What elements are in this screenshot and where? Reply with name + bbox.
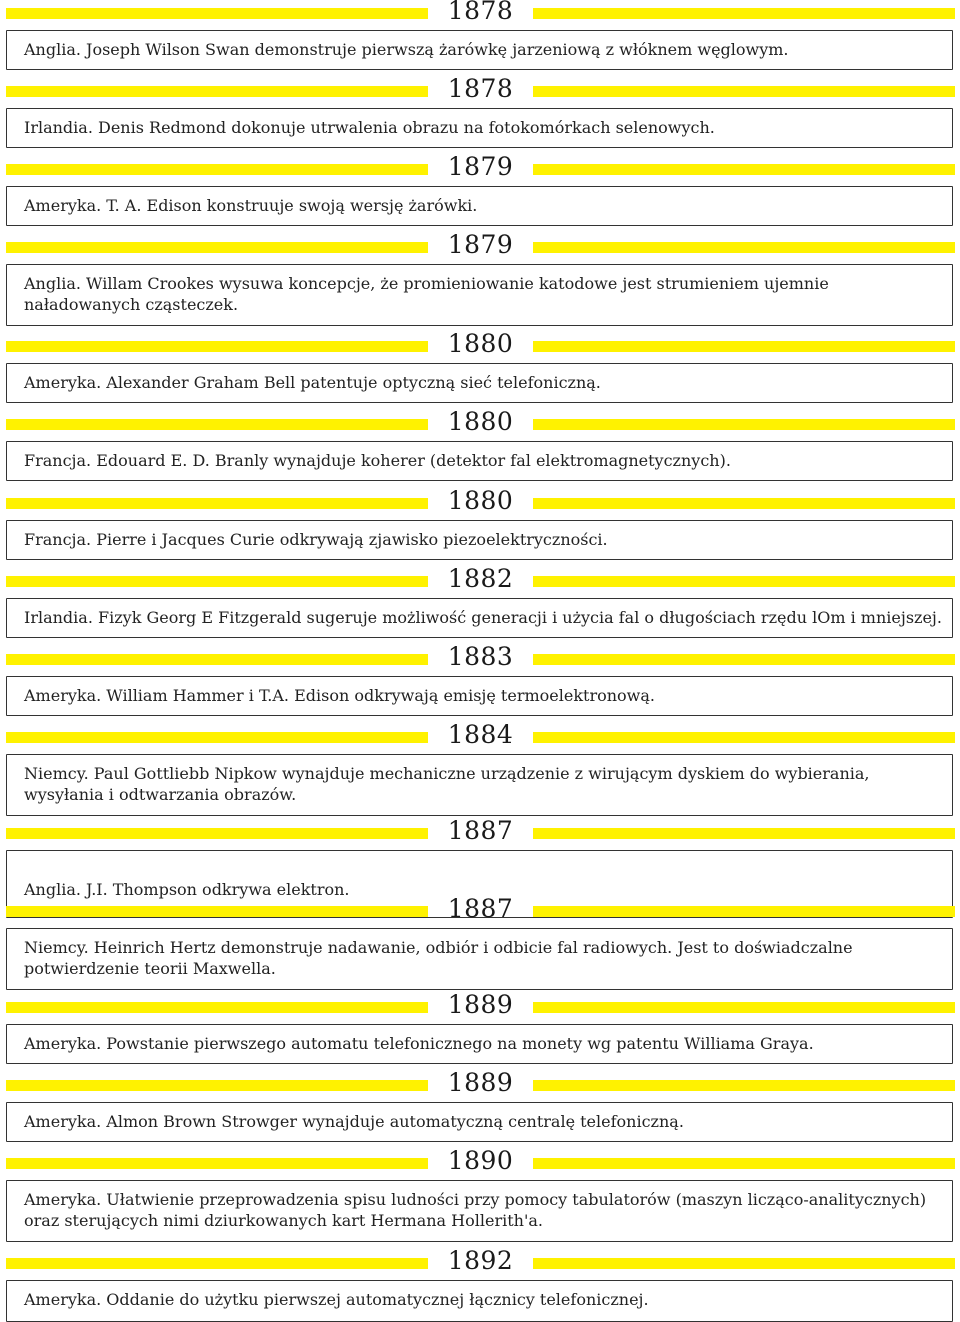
event-text: Ameryka. Powstanie pierwszego automatu telefonicznego na monety wg patentu Williama Graya. xyxy=(24,1034,814,1053)
year-label: 1880 xyxy=(447,329,514,358)
event-box xyxy=(6,264,953,326)
yellow-bar-right xyxy=(533,732,955,743)
year-header xyxy=(0,486,960,516)
year-label: 1878 xyxy=(447,74,514,103)
year-label: 1882 xyxy=(447,564,514,593)
event-text: Irlandia. Fizyk Georg E Fitzgerald sugeruje możliwość generacji i użycia fal o długościach rzędu lOm i mniejszej. xyxy=(24,608,942,627)
event-box xyxy=(6,441,953,481)
year-label: 1887 xyxy=(447,816,514,845)
event-text: Niemcy. Heinrich Hertz demonstruje nadawanie, odbiór i odbicie fal radiowych. Jest to doświadczalne potwierdzenie teorii Maxwella. xyxy=(24,938,853,978)
event-text: Francja. Pierre i Jacques Curie odkrywają zjawisko piezoelektryczności. xyxy=(24,530,608,549)
event-text: Anglia. Willam Crookes wysuwa koncepcje, że promieniowanie katodowe jest strumieniem ujemnie naładowanych cząsteczek. xyxy=(24,274,829,314)
yellow-bar-left xyxy=(6,498,428,509)
year-header xyxy=(0,74,960,104)
year-header xyxy=(0,329,960,359)
event-box xyxy=(6,108,953,148)
event-text: Ameryka. Oddanie do użytku pierwszej automatycznej łącznicy telefonicznej. xyxy=(24,1290,649,1309)
event-box xyxy=(6,1024,953,1064)
yellow-bar-right xyxy=(533,164,955,175)
year-label: 1883 xyxy=(447,642,514,671)
year-header xyxy=(0,407,960,437)
event-text: Francja. Edouard E. D. Branly wynajduje koherer (detektor fal elektromagnetycznych). xyxy=(24,451,731,470)
event-box xyxy=(6,520,953,560)
yellow-bar-right xyxy=(533,419,955,430)
year-label: 1880 xyxy=(447,407,514,436)
yellow-bar-left xyxy=(6,86,428,97)
year-header xyxy=(0,1068,960,1098)
event-box xyxy=(6,30,953,70)
yellow-bar-left xyxy=(6,8,428,19)
yellow-bar-right xyxy=(533,1258,955,1269)
yellow-bar-left xyxy=(6,419,428,430)
year-label: 1892 xyxy=(447,1246,514,1275)
event-box xyxy=(6,1280,953,1322)
yellow-bar-right xyxy=(533,1158,955,1169)
year-header xyxy=(0,816,960,846)
event-text: Ameryka. William Hammer i T.A. Edison odkrywają emisję termoelektronową. xyxy=(24,686,655,705)
year-label: 1884 xyxy=(447,720,514,749)
year-header xyxy=(0,990,960,1020)
event-box xyxy=(6,363,953,403)
event-box xyxy=(6,928,953,990)
year-label: 1889 xyxy=(447,1068,514,1097)
yellow-bar-left xyxy=(6,906,428,917)
year-label: 1878 xyxy=(447,0,514,25)
yellow-bar-left xyxy=(6,654,428,665)
event-text: Niemcy. Paul Gottliebb Nipkow wynajduje mechaniczne urządzenie z wirującym dyskiem do wybierania, wysyłania i odtwarzania obrazów. xyxy=(24,764,870,804)
year-header xyxy=(0,1146,960,1176)
yellow-bar-left xyxy=(6,1258,428,1269)
year-header xyxy=(0,894,960,924)
event-text: Anglia. Joseph Wilson Swan demonstruje pierwszą żarówkę jarzeniową z włóknem węglowym. xyxy=(24,40,789,59)
year-header xyxy=(0,1246,960,1276)
yellow-bar-right xyxy=(533,242,955,253)
event-box xyxy=(6,1102,953,1142)
yellow-bar-left xyxy=(6,732,428,743)
year-header xyxy=(0,152,960,182)
yellow-bar-right xyxy=(533,828,955,839)
event-text: Irlandia. Denis Redmond dokonuje utrwalenia obrazu na fotokomórkach selenowych. xyxy=(24,118,715,137)
yellow-bar-left xyxy=(6,164,428,175)
yellow-bar-right xyxy=(533,1002,955,1013)
yellow-bar-right xyxy=(533,1080,955,1091)
yellow-bar-right xyxy=(533,86,955,97)
year-header xyxy=(0,720,960,750)
year-label: 1887 xyxy=(447,894,514,923)
year-header xyxy=(0,0,960,26)
event-text: Anglia. J.I. Thompson odkrywa elektron. xyxy=(24,880,350,899)
event-box xyxy=(6,186,953,226)
yellow-bar-left xyxy=(6,1002,428,1013)
event-box xyxy=(6,598,953,638)
year-header xyxy=(0,564,960,594)
year-header xyxy=(0,642,960,672)
yellow-bar-right xyxy=(533,8,955,19)
yellow-bar-left xyxy=(6,341,428,352)
year-label: 1889 xyxy=(447,990,514,1019)
yellow-bar-right xyxy=(533,576,955,587)
yellow-bar-right xyxy=(533,498,955,509)
yellow-bar-left xyxy=(6,1158,428,1169)
yellow-bar-right xyxy=(533,654,955,665)
year-label: 1890 xyxy=(447,1146,514,1175)
year-label: 1880 xyxy=(447,486,514,515)
event-box xyxy=(6,754,953,816)
year-label: 1879 xyxy=(447,152,514,181)
yellow-bar-right xyxy=(533,906,955,917)
event-text: Ameryka. T. A. Edison konstruuje swoją wersję żarówki. xyxy=(24,196,478,215)
year-label: 1879 xyxy=(447,230,514,259)
event-text: Ameryka. Almon Brown Strowger wynajduje automatyczną centralę telefoniczną. xyxy=(24,1112,684,1131)
year-header xyxy=(0,230,960,260)
event-box xyxy=(6,676,953,716)
event-text: Ameryka. Alexander Graham Bell patentuje optyczną sieć telefoniczną. xyxy=(24,373,601,392)
yellow-bar-left xyxy=(6,828,428,839)
yellow-bar-left xyxy=(6,576,428,587)
event-box xyxy=(6,1180,953,1242)
yellow-bar-left xyxy=(6,242,428,253)
yellow-bar-right xyxy=(533,341,955,352)
event-text: Ameryka. Ułatwienie przeprowadzenia spisu ludności przy pomocy tabulatorów (maszyn licząco-analitycznych) oraz sterujących nimi dziurkowanych kart Hermana Hollerith'a. xyxy=(24,1190,927,1230)
yellow-bar-left xyxy=(6,1080,428,1091)
